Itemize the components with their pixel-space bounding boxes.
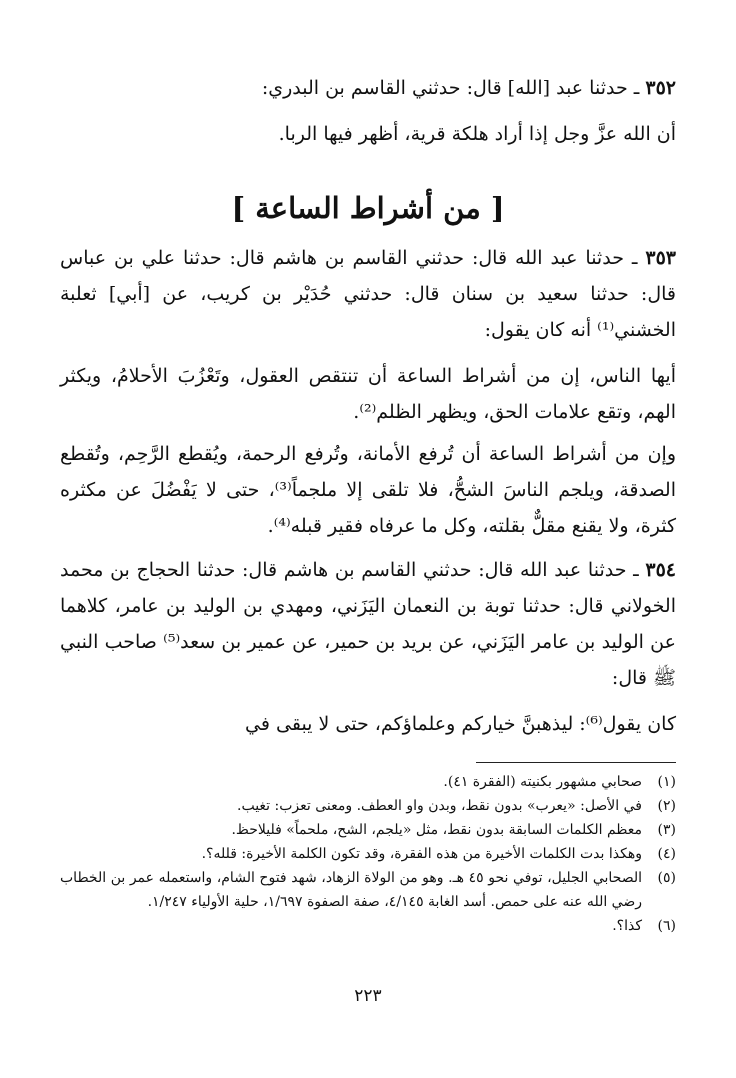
footnote: [60, 818, 676, 842]
hadith-354-chain: [60, 552, 676, 696]
isnad-text: ـ حدثنا عبد الله قال: حدثني القاسم بن هاشم قال: حدثنا علي بن عباس قال: حدثنا سعيد بن سنان قال: حدثني حُدَيْر بن كريب، عن [أبي] ثعلبة الخشني⁽¹⁾ أنه كان يقول:: [60, 247, 676, 341]
footnote-text: كذا؟.: [612, 918, 642, 934]
footnote: [60, 866, 676, 914]
page-number: ٢٢٣: [354, 986, 382, 1006]
footnote: [60, 914, 676, 938]
matn-text: أيها الناس، إن من أشراط الساعة أن تنتقص العقول، وتَعْزُبَ الأحلامُ، ويكثر الهم، وتقع علامات الحق، ويظهر الظلم⁽²⁾.: [60, 365, 676, 423]
footnote-number: (٤): [657, 846, 676, 862]
footnote-text: معظم الكلمات السابقة بدون نقط، مثل «يلجم، الشح، ملحماً» فليلاحظ.: [231, 822, 642, 838]
footnote-number: (١): [657, 774, 676, 790]
footnote-divider: [476, 762, 676, 763]
hadith-353-text-2: [60, 436, 676, 544]
hadith-number: ٣٥٢: [645, 77, 676, 99]
footnote-number: (٥): [657, 870, 676, 886]
footnote: [60, 842, 676, 866]
hadith-352-chain: [60, 70, 676, 106]
hadith-353-text-1: [60, 358, 676, 430]
footnote-number: (٢): [657, 798, 676, 814]
hadith-number: ٣٥٤: [645, 559, 677, 581]
footnote-text: الصحابي الجليل، توفي نحو ٤٥ هـ. وهو من الولاة الزهاد، شهد فتوح الشام، واستعمله عمر بن الخطاب رضي الله عنه على حمص. أسد الغابة ٤/١٤٥، صفة الصفوة ١/٦٩٧، حلية الأولياء ١/٢٤٧.: [60, 870, 642, 910]
matn-text: أن الله عزَّ وجل إذا أراد هلكة قرية، أظهر فيها الربا.: [278, 123, 676, 145]
hadith-353-chain: [60, 240, 676, 348]
footnote: [60, 794, 676, 818]
footnote-text: صحابي مشهور بكنيته (الفقرة ٤١).: [443, 774, 642, 790]
footnote-number: (٦): [657, 918, 676, 934]
footnote: [60, 770, 676, 794]
hadith-number: ٣٥٣: [645, 247, 676, 269]
footnote-text: في الأصل: «يعرب» بدون نقط، وبدن واو العطف. ومعنى تعزب: تغيب.: [237, 798, 642, 814]
footnote-number: (٣): [657, 822, 676, 838]
isnad-text: ـ حدثنا عبد [الله] قال: حدثني القاسم بن البدري:: [261, 77, 640, 99]
isnad-text: ـ حدثنا عبد الله قال: حدثني القاسم بن هاشم قال: حدثنا الحجاج بن محمد الخولاني قال: حدثنا توبة بن النعمان اليَزَني، ومهدي بن الوليد بن عامر، كلاهما عن الوليد بن عامر اليَزَني، عن بريد بن حمير، عن عمير بن سعد⁽⁵⁾ صاحب النبي ﷺ قال:: [60, 559, 676, 689]
section-heading: [ من أشراط الساعة ]: [231, 191, 505, 225]
hadith-354-text: [60, 706, 676, 742]
footnotes: [60, 770, 676, 938]
matn-text: كان يقول⁽⁶⁾: ليذهبنَّ خياركم وعلماؤكم، حتى لا يبقى في: [245, 713, 676, 735]
footnote-text: وهكذا بدت الكلمات الأخيرة من هذه الفقرة، وقد تكون الكلمة الأخيرة: قلله؟.: [201, 846, 642, 862]
hadith-352-text: [60, 116, 676, 152]
matn-text: وإن من أشراط الساعة أن تُرفع الأمانة، وتُرفع الرحمة، ويُقطع الرَّحِم، وتُقطع الصدقة، ويلجم الناسَ الشحُّ، فلا تلقى إلا ملجماً⁽³⁾، حتى لا يَفْضُلَ عن مكثره كثرة، ولا يقنع مقلٌّ بقلته، وكل ما عرفاه فقير قبله⁽⁴⁾.: [60, 443, 676, 537]
